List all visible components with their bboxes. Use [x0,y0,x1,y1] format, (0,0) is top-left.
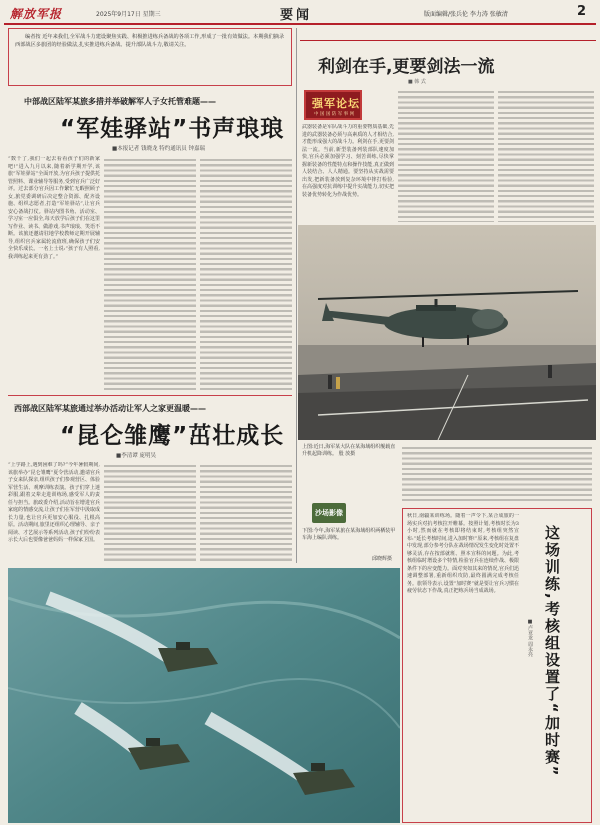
article2-body-col2 [104,462,196,564]
newspaper-logo: 解放军报 [10,7,63,21]
field-image-label: 沙场影像 [312,503,346,523]
article1-kicker: 中部战区陆军某旅多措并举破解军人子女托管难题—— [24,97,216,106]
right-article-rule [300,40,596,41]
editor-note-text: 编者按 近年来我们,全军战斗力建设聚焦实践、积极推进练兵备战的各项工作,形成了一批有效做法。本期我们摘录西部战区多旅团的经验做法,扎实推进练兵备战、提升部队战斗力,敬请关注。 [15,34,285,48]
masthead [4,3,596,25]
article1-headline: “军娃驿站”书声琅琅 [60,116,285,142]
boats-photo-art [8,568,400,823]
article1-body-col2 [104,156,196,390]
article1-body-col1: “数千了,我们一起去看看孩子们的新家吧!”进入九月以来,随着新学期开学,该旅“军娃驿站”全面开放,为官兵孩子提供托管照料、课业辅导等服务,受到官兵广泛好评。过去部分官兵因工作繁忙无暇照顾子女,旅党委调研后决定整合资源、配齐设施、组织志愿者,打造“军娃驿站”,让官兵安心备战打仗。驿站内图书角、活动室、学习室一应俱全,每天放学后孩子们在这里写作业、读书、做游戏,书声琅琅、笑语不断。该旅还邀请驻地学校教师定期开展辅导,组织官兵家属轮流值班,确保孩子们安全快乐成长。一名上士说:“孩子有人照看,我训练起来更有劲了。” [8,156,100,260]
boats-caption: 下图:今年,海军某旅在某海域组织两栖装甲车海上编队训练。 [302,528,396,541]
editor-note-box [8,28,292,86]
article2-body-col1: “上学路上,遇到困难了吗?”今年暑假期间,该旅举办“昆仑雏鹰”夏令营活动,邀请官兵子女来队探亲,组织孩子们参观营区、体验军营生活、观摩训练表演。孩子们穿上迷彩服,跟着父辈走进训练场,感受军人的责任与担当。旅政委介绍,活动旨在增进官兵家庭的情感交流,让孩子们在军营中汲取成长力量,也让官兵更加安心服役、扎根高原。活动期间,旅里还组织心理辅导、亲子阅读、才艺展示等系列活动,孩子们纷纷表示长大后也要像爸爸妈妈一样保家卫国。 [8,462,100,543]
column-separator [296,28,297,563]
page-number: 2 [576,4,586,19]
article2-headline: “昆仑雏鹰”茁壮成长 [60,423,285,449]
right-article-continuation [402,444,592,502]
page-editors: 版面编辑/张兵伦 李力涛 张敏清 [424,11,508,18]
article2-kicker: 西部战区陆军某旅通过举办活动让军人之家更温暖—— [14,404,206,413]
right-article-byline: ■ 韩 式 [408,79,426,85]
boats-credit: 邱晓辉摄 [372,556,393,562]
section-title: 要闻 [280,8,313,23]
article1-byline: ■本报记者 钱晓龙 特约通讯员 钟嘉瑞 [112,146,205,152]
article1-body-col3 [200,156,292,390]
issue-date: 2025年9月17日 星期三 [96,11,161,18]
helicopter-photo [298,225,596,440]
training-article-box [402,508,592,823]
right-article-title: 利剑在手,更要剑法一流 [318,57,495,77]
training-article-byline: ■卢亚龙 周永亮 [527,619,533,657]
article2-byline: ■李清谭 庞明吴 [116,453,156,459]
article2-body-col3 [200,462,292,564]
article-divider [8,395,292,396]
column-badge [304,90,362,120]
helicopter-caption: 上图:近日,海军某大队在某海域组织舰载直升机起降训练。 殷 放摄 [302,444,396,457]
badge-subtitle: 中 国 国 防 军 事 网 [314,112,355,117]
training-article-title: 这场训练,考核组设置了“加时赛” [543,525,561,778]
badge-title: 强军论坛 [312,97,360,110]
right-article-body-col2 [398,88,494,222]
training-article-body: 秋日,南疆某训练场。随着一声令下,某合成旅的一场实兵对抗考核拉开帷幕。按照计划,考核时长为3小时,然而就在考核即将结束时,考核组突然宣布:“延长考核时间,进入加时赛!”原来,考核组在复盘中发现,部分参考分队在战场情况发生变化时处置不够灵活,存在按部就班、照本宣科的问题。为此,考核组临时增设多个特情,检验官兵在连续作战、极限条件下的应变能力。面对突如其来的情况,官兵们迅速调整部署,重新组织攻防,最终圆满完成考核任务。旅领导表示,设置“加时赛”就是要让官兵习惯在疲劳状态下作战,真正把练兵场当成战场。 [407,513,519,594]
right-article-body-col1: 武器装备是军队战斗力的重要物质基础,先进的武器装备必须与高素质的人才相结合,才能形成强大的战斗力。利剑在手,更要剑法一流。当前,新型装备列装部队速度加快,官兵必须加强学习、刻苦训练,尽快掌握新装备的性能特点和操作技能,真正做到人装结合、人人精通。要坚持从实战需要出发,把新装备放到复杂环境中摔打检验,在高强度对抗训练中提升实战能力,切实把装备优势转化为作战优势。 [302,124,394,198]
amphibious-boats-photo [8,568,400,823]
right-article-body-col3 [498,88,594,222]
helicopter-photo-art [298,225,596,440]
